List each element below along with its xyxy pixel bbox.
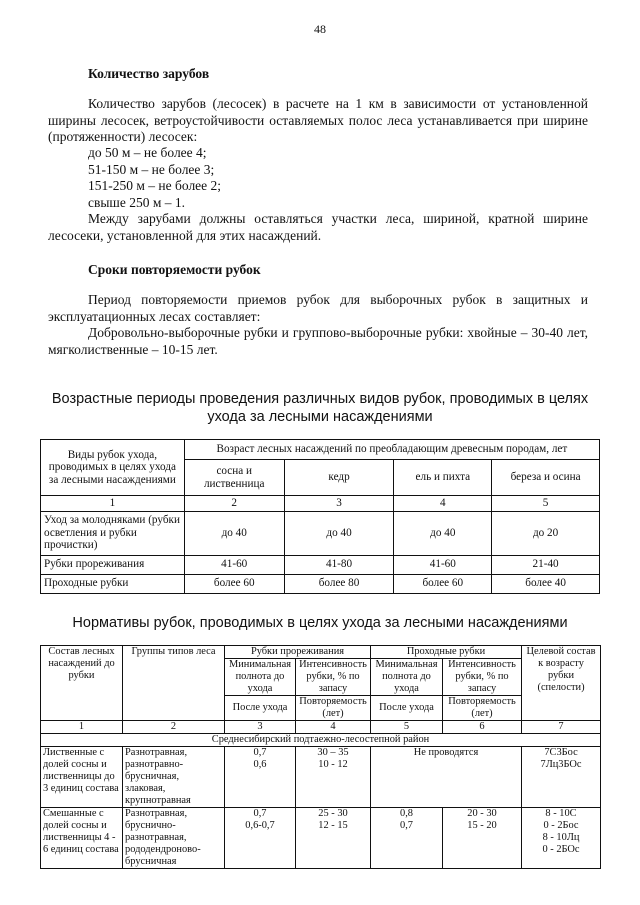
cell: более 40 xyxy=(492,574,600,593)
species-header: ель и пихта xyxy=(394,460,492,496)
cell: до 40 xyxy=(394,511,492,555)
cell: до 40 xyxy=(284,511,394,555)
intensity-cell: 20 - 30 15 - 20 xyxy=(443,808,522,869)
cell: до 40 xyxy=(184,511,284,555)
header-min-density: Минимальная полнота до ухода xyxy=(225,659,296,696)
list-item: 51-150 м – не более 3; xyxy=(88,162,215,177)
column-number: 7 xyxy=(522,721,601,734)
species-header: кедр xyxy=(284,460,394,496)
paragraph-between-cuts: Между зарубами должны оставляться участки леса, шириной, кратной ширине лесосеки, установленной для этих насаждений. xyxy=(48,211,588,243)
column-number: 5 xyxy=(492,496,600,512)
age-periods-table xyxy=(40,439,600,594)
min-density-cell: 0,8 0,7 xyxy=(371,808,443,869)
species-header: сосна и лиственница xyxy=(184,460,284,496)
forest-types-cell: Разнотравная, бруснично-разнотравная, рододендроново-брусничная xyxy=(123,808,225,869)
header-passing: Проходные рубки xyxy=(371,646,522,659)
column-number: 4 xyxy=(394,496,492,512)
intensity-cell: 30 – 35 10 - 12 xyxy=(296,747,371,808)
cell: 41-60 xyxy=(184,555,284,574)
cell: более 80 xyxy=(284,574,394,593)
header-intensity: Интенсивность рубки, % по запасу xyxy=(296,659,371,696)
table1-group-header: Возраст лесных насаждений по преобладающим древесным породам, лет xyxy=(184,440,599,460)
list-item: до 50 м – не более 4; xyxy=(88,145,207,160)
cell: до 20 xyxy=(492,511,600,555)
table-row xyxy=(41,808,601,869)
list-item: свыше 250 м – 1. xyxy=(88,195,185,210)
list-item: 151-250 м – не более 2; xyxy=(88,178,222,193)
column-number: 1 xyxy=(41,721,123,734)
cell: более 60 xyxy=(394,574,492,593)
header-min-density: Минимальная полнота до ухода xyxy=(371,659,443,696)
forest-types-cell: Разнотравная, разнотравно-брусничная, злаковая, крупнотравная xyxy=(123,747,225,808)
row-label: Проходные рубки xyxy=(41,574,185,593)
table-row xyxy=(41,747,601,808)
header-composition: Состав лесных насаждений до рубки xyxy=(41,646,123,721)
cell: 41-60 xyxy=(394,555,492,574)
region-row: Среднесибирский подтаежно-лесостепной район xyxy=(41,734,601,747)
column-number: 2 xyxy=(184,496,284,512)
composition-cell: Смешанные с долей сосны и лиственницы 4 - 6 единиц состава xyxy=(41,808,123,869)
target-cell: 7С3Бос 7Лц3БОс xyxy=(522,747,601,808)
header-thinning: Рубки прореживания xyxy=(225,646,371,659)
column-number: 2 xyxy=(123,721,225,734)
composition-cell: Лиственные с долей сосны и лиственницы до 3 единиц состава xyxy=(41,747,123,808)
header-repeatability: Повторяемость (лет) xyxy=(443,696,522,721)
cell: более 60 xyxy=(184,574,284,593)
header-after-care: После ухода xyxy=(225,696,296,721)
header-intensity: Интенсивность рубки, % по запасу xyxy=(443,659,522,696)
min-density-cell: 0,7 0,6 xyxy=(225,747,296,808)
paragraph-selective: Добровольно-выборочные рубки и группово-выборочные рубки: хвойные – 30-40 лет, мягколиственные – 10-15 лет. xyxy=(48,325,588,357)
header-repeatability: Повторяемость (лет) xyxy=(296,696,371,721)
table-row xyxy=(41,555,600,574)
table-row xyxy=(41,574,600,593)
intensity-cell: 25 - 30 12 - 15 xyxy=(296,808,371,869)
column-number: 4 xyxy=(296,721,371,734)
table1-col1-header: Виды рубок ухода, проводимых в целях ухода за лесными насаждениями xyxy=(41,440,185,496)
paragraph-period: Период повторяемости приемов рубок для выборочных рубок в защитных и эксплуатационных лесах составляет: xyxy=(48,292,588,324)
cell: 21-40 xyxy=(492,555,600,574)
header-after-care: После ухода xyxy=(371,696,443,721)
row-label: Рубки прореживания xyxy=(41,555,185,574)
table-row xyxy=(41,511,600,555)
target-cell: 8 - 10С 0 - 2Бос 8 - 10Лц 0 - 2БОс xyxy=(522,808,601,869)
header-forest-types: Группы типов леса xyxy=(123,646,225,721)
column-number: 5 xyxy=(371,721,443,734)
cell: 41-80 xyxy=(284,555,394,574)
header-target-composition: Целевой состав к возрасту рубки (спелости) xyxy=(522,646,601,721)
column-number: 3 xyxy=(284,496,394,512)
column-number: 6 xyxy=(443,721,522,734)
norms-table xyxy=(40,645,601,869)
section-heading-cuts: Количество зарубов xyxy=(88,66,210,81)
page-number: 48 xyxy=(314,22,326,36)
column-number: 1 xyxy=(41,496,185,512)
not-conducted-cell: Не проводятся xyxy=(371,747,522,808)
table1-title: Возрастные периоды проведения различных видов рубок, проводимых в целях ухода за лесными насаждениями xyxy=(51,391,589,425)
min-density-cell: 0,7 0,6-0,7 xyxy=(225,808,296,869)
row-label: Уход за молодняками (рубки осветления и рубки прочистки) xyxy=(41,511,185,555)
column-number: 3 xyxy=(225,721,296,734)
paragraph-cuts: Количество зарубов (лесосек) в расчете на 1 км в зависимости от установленной ширины лесосек, ветроустойчивости оставляемых полос леса устанавливается при ширине (протяженности) лесосек: xyxy=(48,96,588,144)
species-header: береза и осина xyxy=(492,460,600,496)
section-heading-repeatability: Сроки повторяемости рубок xyxy=(88,262,261,277)
table2-title: Нормативы рубок, проводимых в целях ухода за лесными насаждениями xyxy=(72,615,568,631)
